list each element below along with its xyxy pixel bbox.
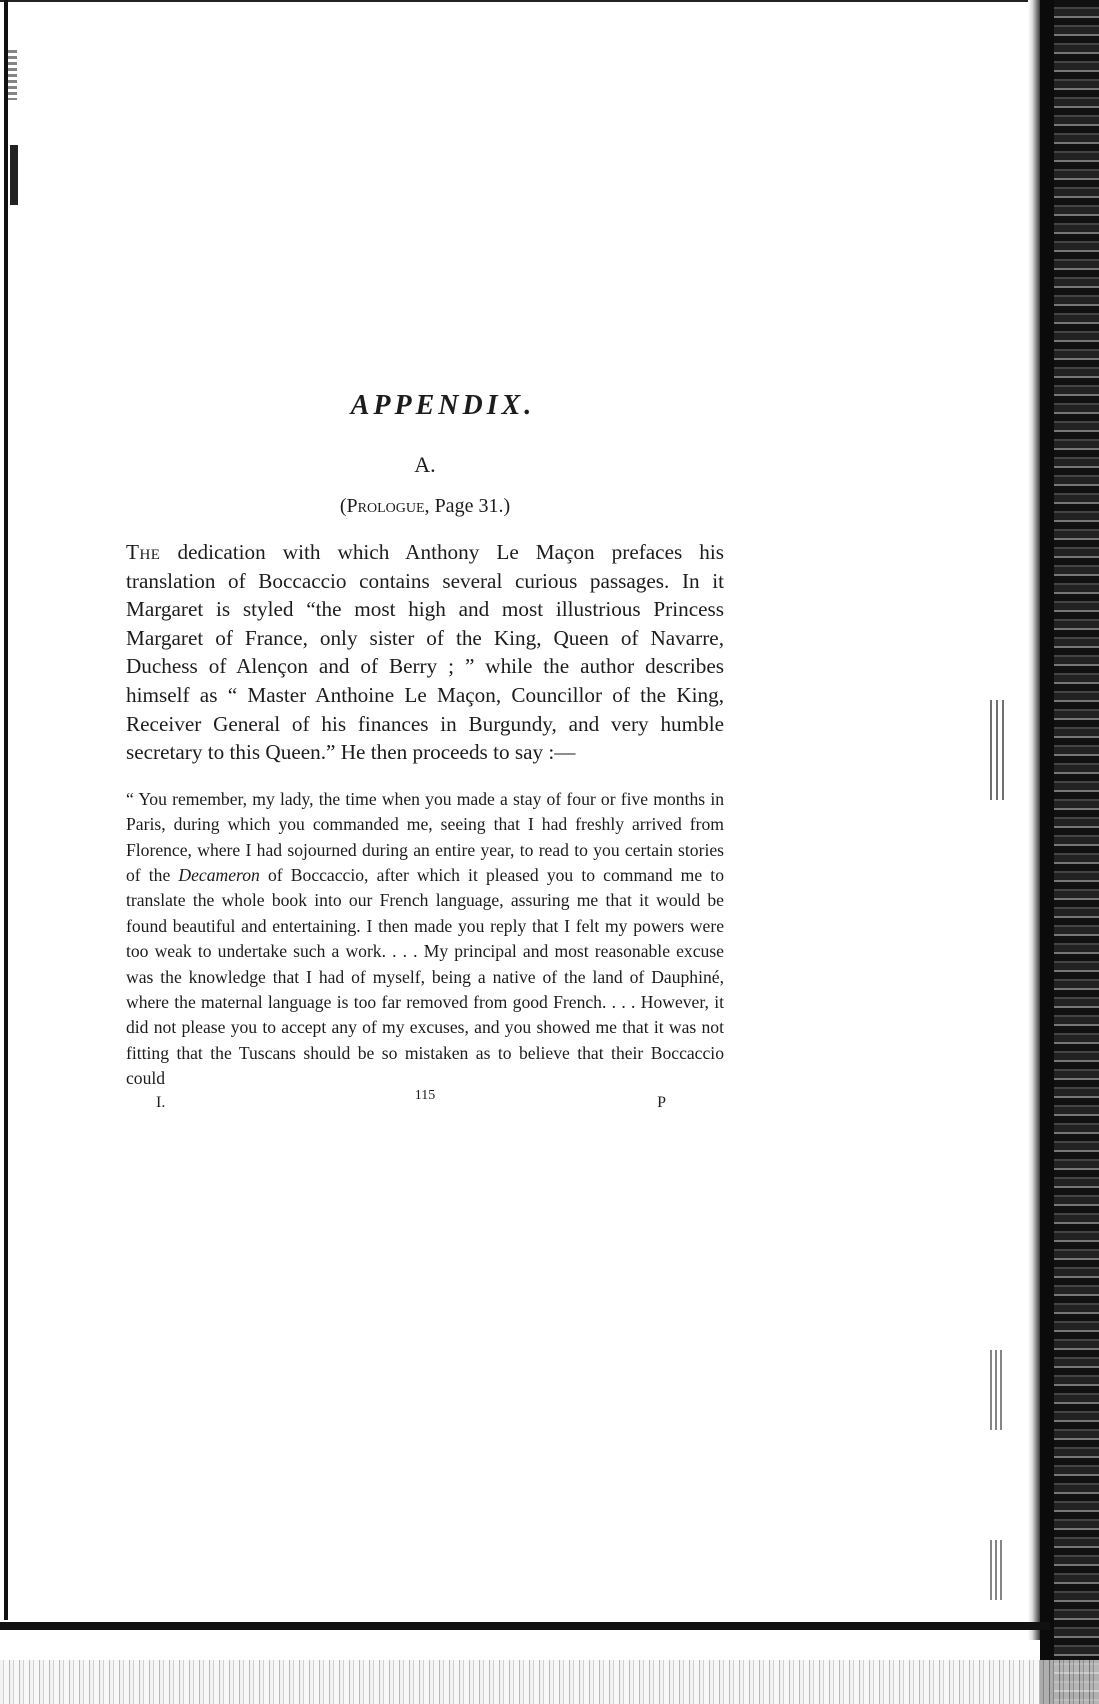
left-page-edge — [0, 0, 24, 1620]
appendix-heading: APPENDIX. — [350, 390, 536, 421]
left-edge-smudge — [8, 50, 17, 100]
top-edge-line — [0, 0, 1035, 2]
quote-work-title: Decameron — [178, 864, 260, 885]
left-edge-bar — [4, 0, 8, 1620]
page-footer — [126, 1087, 724, 1118]
bottom-edge-bar — [0, 1622, 1050, 1630]
section-letter: A. — [414, 452, 436, 477]
section-reference: (Prologue, Page 31.) — [339, 495, 511, 517]
body-text: dedication with which Anthony Le Maçon prefaces his translation of Boccaccio contains several curious passages. In it Margaret is styled “the most high and most illustrious Princess Margaret of France, only sister of the King, Queen of Navarre, Duchess of Alençon and of Berry ; ” while the author describes himself as “ Master Anthoine Le Maçon, Councillor of the King, Receiver General of his finances in Burgundy, and very humble secretary to this Queen.” He then proceeds to say :— — [126, 540, 725, 765]
sheet-mark: P — [657, 1093, 666, 1111]
left-edge-mark — [10, 145, 18, 205]
quote-text-end: of Boccaccio, after which it pleased you to command me to translate the whole book into our French language, assuring me that it would be found beautiful and entertaining. I then made you reply that I felt my powers were too weak to undertake such a work. . . . My principal and most reasonable excuse was the knowledge that I had of myself, being a native of the land of Dauphiné, where the maternal language is too far removed from good French. . . . However, it did not please you to accept any of my excuses, and you showed me that it was not fitting that the Tuscans should be so mistaken as to believe that their Boccaccio could — [126, 864, 724, 1089]
spine-inner-shadow — [1040, 0, 1054, 1704]
gutter-mark — [990, 1540, 1004, 1600]
signature-mark: I. — [156, 1093, 166, 1111]
lead-word: The — [126, 540, 161, 564]
right-book-spine — [1040, 0, 1099, 1704]
page-number: 115 — [414, 1087, 436, 1103]
book-page — [126, 390, 724, 1118]
reference-label: Prologue, — [346, 495, 430, 517]
quote-text-start: “ You remember, my lady, the time when you made a stay of four or five months in Paris, during which you commanded me, seeing that I had freshly arrived from Florence, where I had sojourned during an entire year, to read to you certain stories of the — [126, 788, 724, 885]
reference-page: Page 31. — [434, 495, 504, 517]
block-quote — [126, 787, 724, 1092]
gutter-mark — [990, 1350, 1004, 1430]
bottom-scan-noise — [0, 1660, 1099, 1704]
body-paragraph — [126, 538, 724, 767]
gutter-mark — [990, 700, 1004, 800]
